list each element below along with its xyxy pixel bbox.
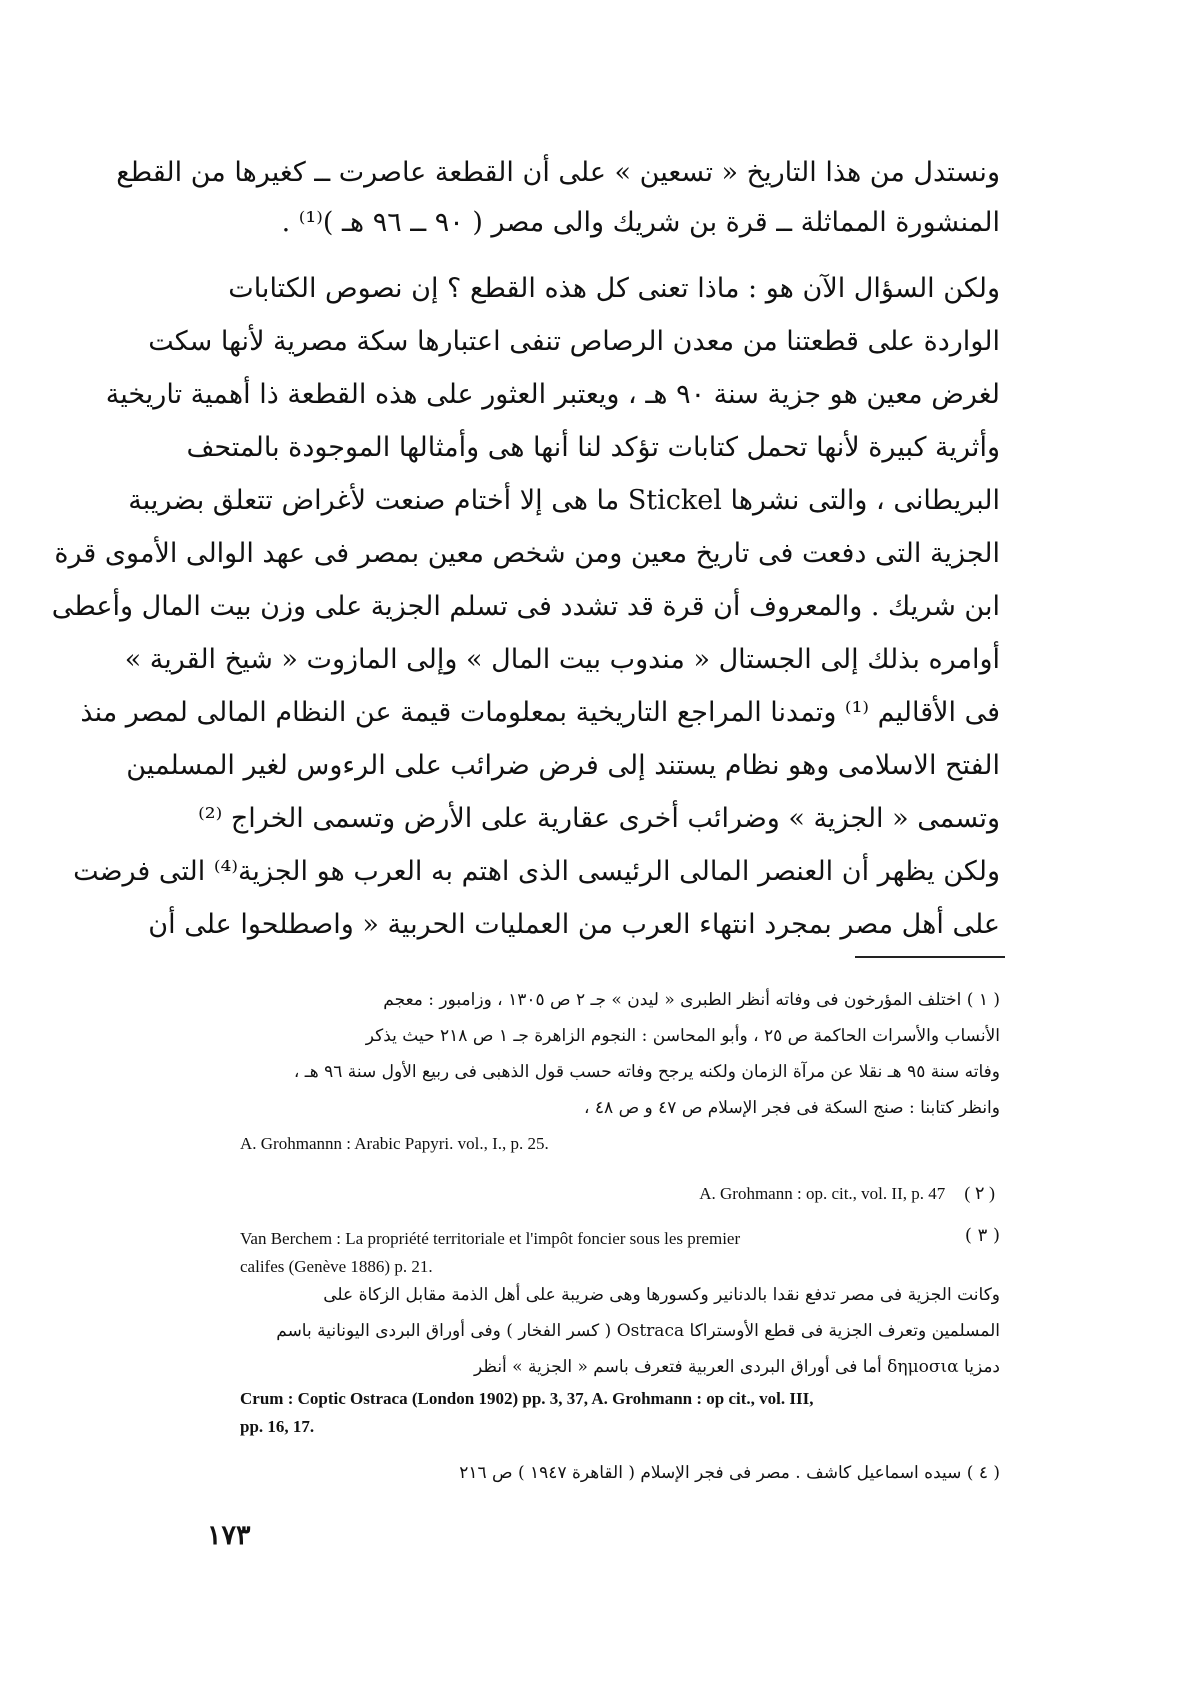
footnote-1-reference: A. Grohmannn : Arabic Papyri. vol., I., p. 25. — [240, 1134, 549, 1153]
footnote-3-reference-line: Van Berchem : La propriété territoriale et l'impôt foncier sous les premier — [240, 1229, 741, 1248]
footnote-divider — [855, 956, 1005, 958]
footnote-1-line: الأنساب والأسرات الحاكمة ص ٢٥ ، وأبو المحاسن : النجوم الزاهرة جـ ١ ص ٢١٨ حيث يذكر — [365, 1026, 1000, 1046]
paragraph-2-line: فى الأقاليم ⁽¹⁾ وتمدنا المراجع التاريخية بمعلومات قيمة عن النظام المالى لمصر منذ — [80, 697, 1000, 728]
footnote-2-reference: A. Grohmann : op. cit., vol. II, p. 47 — [699, 1184, 946, 1203]
footnote-2-marker: ( ٢ ) — [964, 1183, 995, 1203]
paragraph-2-line: على أهل مصر بمجرد انتهاء العرب من العمليات الحربية « واصطلحوا على أن — [148, 909, 1000, 940]
footnote-3-line: وكانت الجزية فى مصر تدفع نقدا بالدنانير وكسورها وهى ضريبة على أهل الذمة مقابل الزكاة على — [323, 1285, 1000, 1305]
footnote-4 — [200, 1455, 1000, 1491]
paragraph-2-line: وتسمى « الجزية » وضرائب أخرى عقارية على الأرض وتسمى الخراج ⁽²⁾ — [198, 803, 1000, 834]
paragraph-2-line: الواردة على قطعتنا من معدن الرصاص تنفى اعتبارها سكة مصرية لأنها سكت — [148, 326, 1000, 357]
paragraph-1 — [116, 148, 1000, 248]
paragraph-2-line: أوامره بذلك إلى الجستال « مندوب بيت المال » وإلى المازوت « شيخ القرية » — [124, 644, 1000, 675]
paragraph-2-line: البريطانى ، والتى نشرها Stickel ما هى إلا أختام صنعت لأغراض تتعلق بضريبة — [128, 485, 1000, 516]
paragraph-2 — [51, 262, 1000, 951]
footnote-3-marker: ( ٣ ) — [964, 1225, 1000, 1246]
paragraph-2-line: ولكن يظهر أن العنصر المالى الرئيسى الذى اهتم به العرب هو الجزية⁽⁴⁾ التى فرضت — [73, 856, 1000, 887]
page-number: ١٧٣ — [207, 1520, 251, 1551]
paragraph-2-line: الجزية التى دفعت فى تاريخ معين ومن شخص معين بمصر فى عهد الوالى الأموى قرة — [54, 538, 1000, 569]
paragraph-1-line: المنشورة المماثلة ــ قرة بن شريك والى مصر ( ٩٠ ــ ٩٦ هـ )⁽¹⁾ . — [281, 207, 1000, 238]
footnote-2 — [699, 1180, 995, 1208]
footnote-3-arabic — [200, 1277, 1000, 1385]
paragraph-2-line: لغرض معين هو جزية سنة ٩٠ هـ ، ويعتبر العثور على هذه القطعة ذا أهمية تاريخية — [105, 379, 1000, 410]
footnote-3-reference — [240, 1225, 1000, 1281]
footnote-1 — [200, 982, 1000, 1126]
paragraph-2-line: ولكن السؤال الآن هو : ماذا تعنى كل هذه القطع ؟ إن نصوص الكتابات — [228, 273, 1000, 304]
paragraph-2-line: الفتح الاسلامى وهو نظام يستند إلى فرض ضرائب على الرءوس لغير المسلمين — [126, 750, 1000, 781]
footnote-3-crum-reference — [240, 1385, 1000, 1441]
paragraph-2-line: وأثرية كبيرة لأنها تحمل كتابات تؤكد لنا أنها هى وأمثالها الموجودة بالمتحف — [186, 432, 1000, 463]
paragraph-1-line: ونستدل من هذا التاريخ « تسعين » على أن القطعة عاصرت ــ كغيرها من القطع — [116, 157, 1000, 188]
footnote-1-line: وانظر كتابنا : صنج السكة فى فجر الإسلام ص ٤٧ و ص ٤٨ ، — [584, 1098, 1000, 1118]
footnote-3-line: دمزيا δημοσια أما فى أوراق البردى العربية فتعرف باسم « الجزية » أنظر — [474, 1357, 1000, 1377]
paragraph-2-line: ابن شريك . والمعروف أن قرة قد تشدد فى تسلم الجزية على وزن بيت المال وأعطى — [51, 591, 1000, 622]
footnote-1-line: ( ١ ) اختلف المؤرخون فى وفاته أنظر الطبرى « ليدن » جـ ٢ ص ١٣٠٥ ، وزامبور : معجم — [383, 990, 1000, 1010]
footnote-3-reference-line: califes (Genève 1886) p. 21. — [240, 1257, 433, 1276]
footnote-3-crum-line: Crum : Coptic Ostraca (London 1902) pp. 3, 37, A. Grohmann : op cit., vol. III, — [240, 1389, 814, 1408]
footnote-1-line: وفاته سنة ٩٥ هـ نقلا عن مرآة الزمان ولكنه يرجح وفاته حسب قول الذهبى فى ربيع الأول سنة ٩٦ هـ ، — [293, 1062, 1000, 1082]
footnote-3-line: المسلمين وتعرف الجزية فى قطع الأوستراكا Ostraca ( كسر الفخار ) وفى أوراق البردى اليونانية باسم — [276, 1321, 1000, 1341]
footnote-3-crum-line: pp. 16, 17. — [240, 1417, 315, 1436]
footnote-4-line: ( ٤ ) سيده اسماعيل كاشف . مصر فى فجر الإسلام ( القاهرة ١٩٤٧ ) ص ٢١٦ — [459, 1463, 1000, 1483]
